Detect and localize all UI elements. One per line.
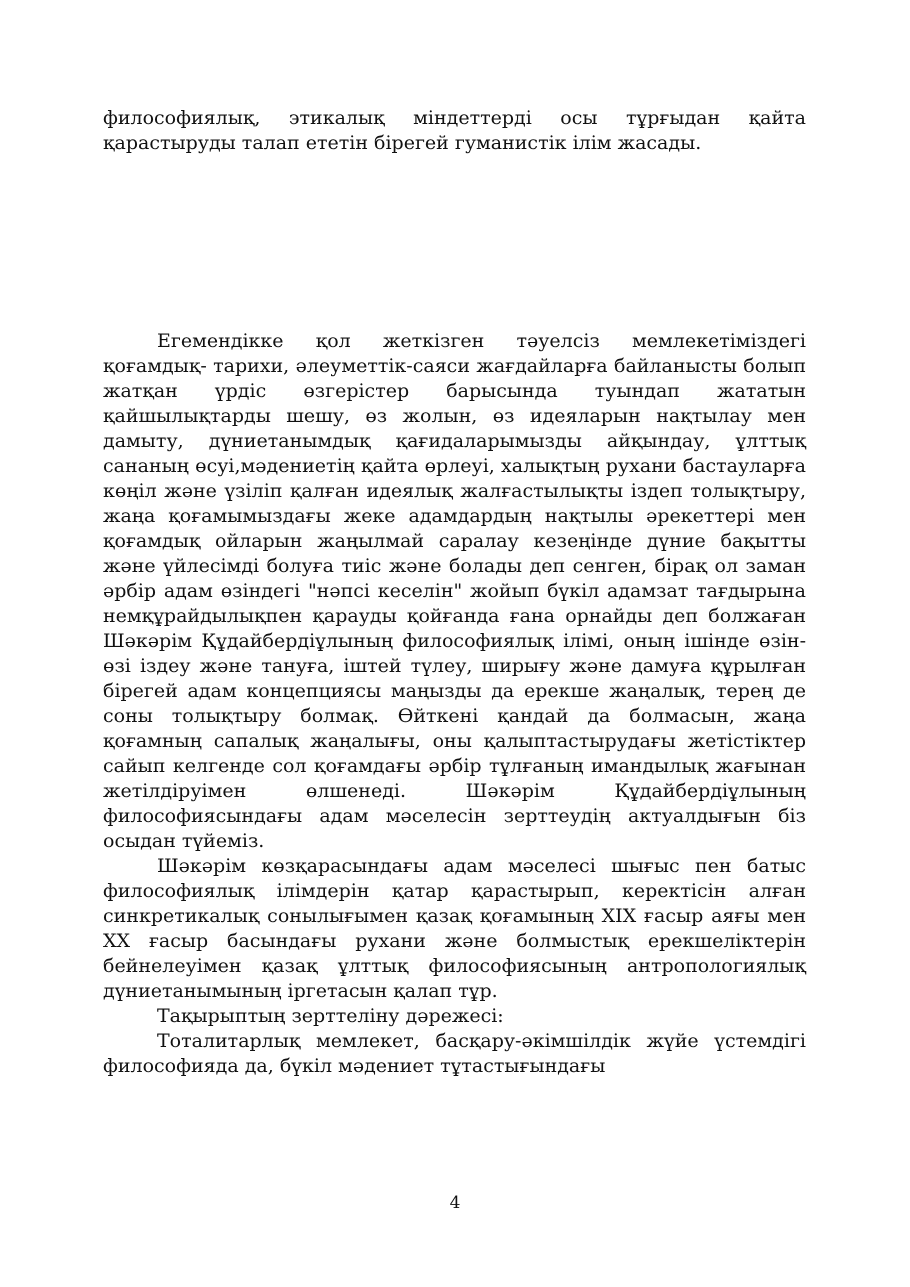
paragraph-totalitarian-state: Тоталитарлық мемлекет, басқару-әкімшілдік жүйе үстемдігі философияда да, бүкіл мәдениет тұтастығындағы: [103, 1030, 806, 1077]
intro-text-block: [103, 106, 806, 156]
page-number: 4: [449, 1193, 461, 1213]
paragraph-research-degree-heading: Тақырыптың зерттеліну дәрежесі:: [157, 1005, 504, 1027]
paragraph-relevance: Егемендікке қол жеткізген тәуелсіз мемлекетіміздегі қоғамдық- тарихи, әлеуметтік-саяси жағдайларға байланысты болып жатқан үрдіс өзгерістер барысында туындап жататын қайшылықтарды шешу, өз жолын, өз идеяларын нақтылау мен дамыту, дүниетанымдық қағидаларымызды айқындау, ұлттық сананың өсуі,мәдениетің қайта өрлеуі, халықтың рухани бастауларға көңіл және үзіліп қалған идеялық жалғастылықты іздеп толықтыру, жаңа қоғамымыздағы жеке адамдардың нақтылы әрекеттері мен қоғамдық ойларын жаңылмай саралау кезеңінде дүние бақытты және үйлесімді болуға тиіс және болады деп сенген, бірақ ол заман әрбір адам өзіндегі "нәпсі кеселін" жойып бүкіл адамзат тағдырына немқұрайдылықпен қарауды қойғанда ғана орнайды деп болжаған Шәкәрім Құдайбердіұлының философиялық ілімі, оның ішінде өзін- өзі іздеу және тануға, іштей түлеу, ширығу және дамуға құрылған бірегей адам концепциясы маңызды да ерекше жаңалық, терең де соны толықтыру болмақ. Өйткені қандай да болмасын, жаңа қоғамның сапалық жаңалығы, оны қалыптастырудағы жетістіктер сайып келгенде сол қоғамдағы әрбір тұлғаның имандылық жағынан жетілдіруімен өлшенеді. Шәкәрім Құдайбердіұлының философиясындағы адам мәселесін зерттеудің актуалдығын біз осыдан түйеміз.: [103, 330, 806, 852]
intro-paragraph: философиялық, этикалық міндеттерді осы тұрғыдан қайта қарастыруды талап ететін бірегей гуманистік ілім жасады.: [103, 107, 806, 154]
main-text-block: [103, 329, 806, 1079]
paragraph-shakarim-view: Шәкәрім көзқарасындағы адам мәселесі шығыс пен батыс философиялық ілімдерін қатар қарастырып, керектісін алған синкретикалық сонылығымен қазақ қоғамының XIX ғасыр аяғы мен XX ғасыр басындағы рухани және болмыстық ерекшеліктерін бейнелеуімен қазақ ұлттық философиясының антропологиялық дүниетанымының іргетасын қалап тұр.: [103, 855, 806, 1002]
